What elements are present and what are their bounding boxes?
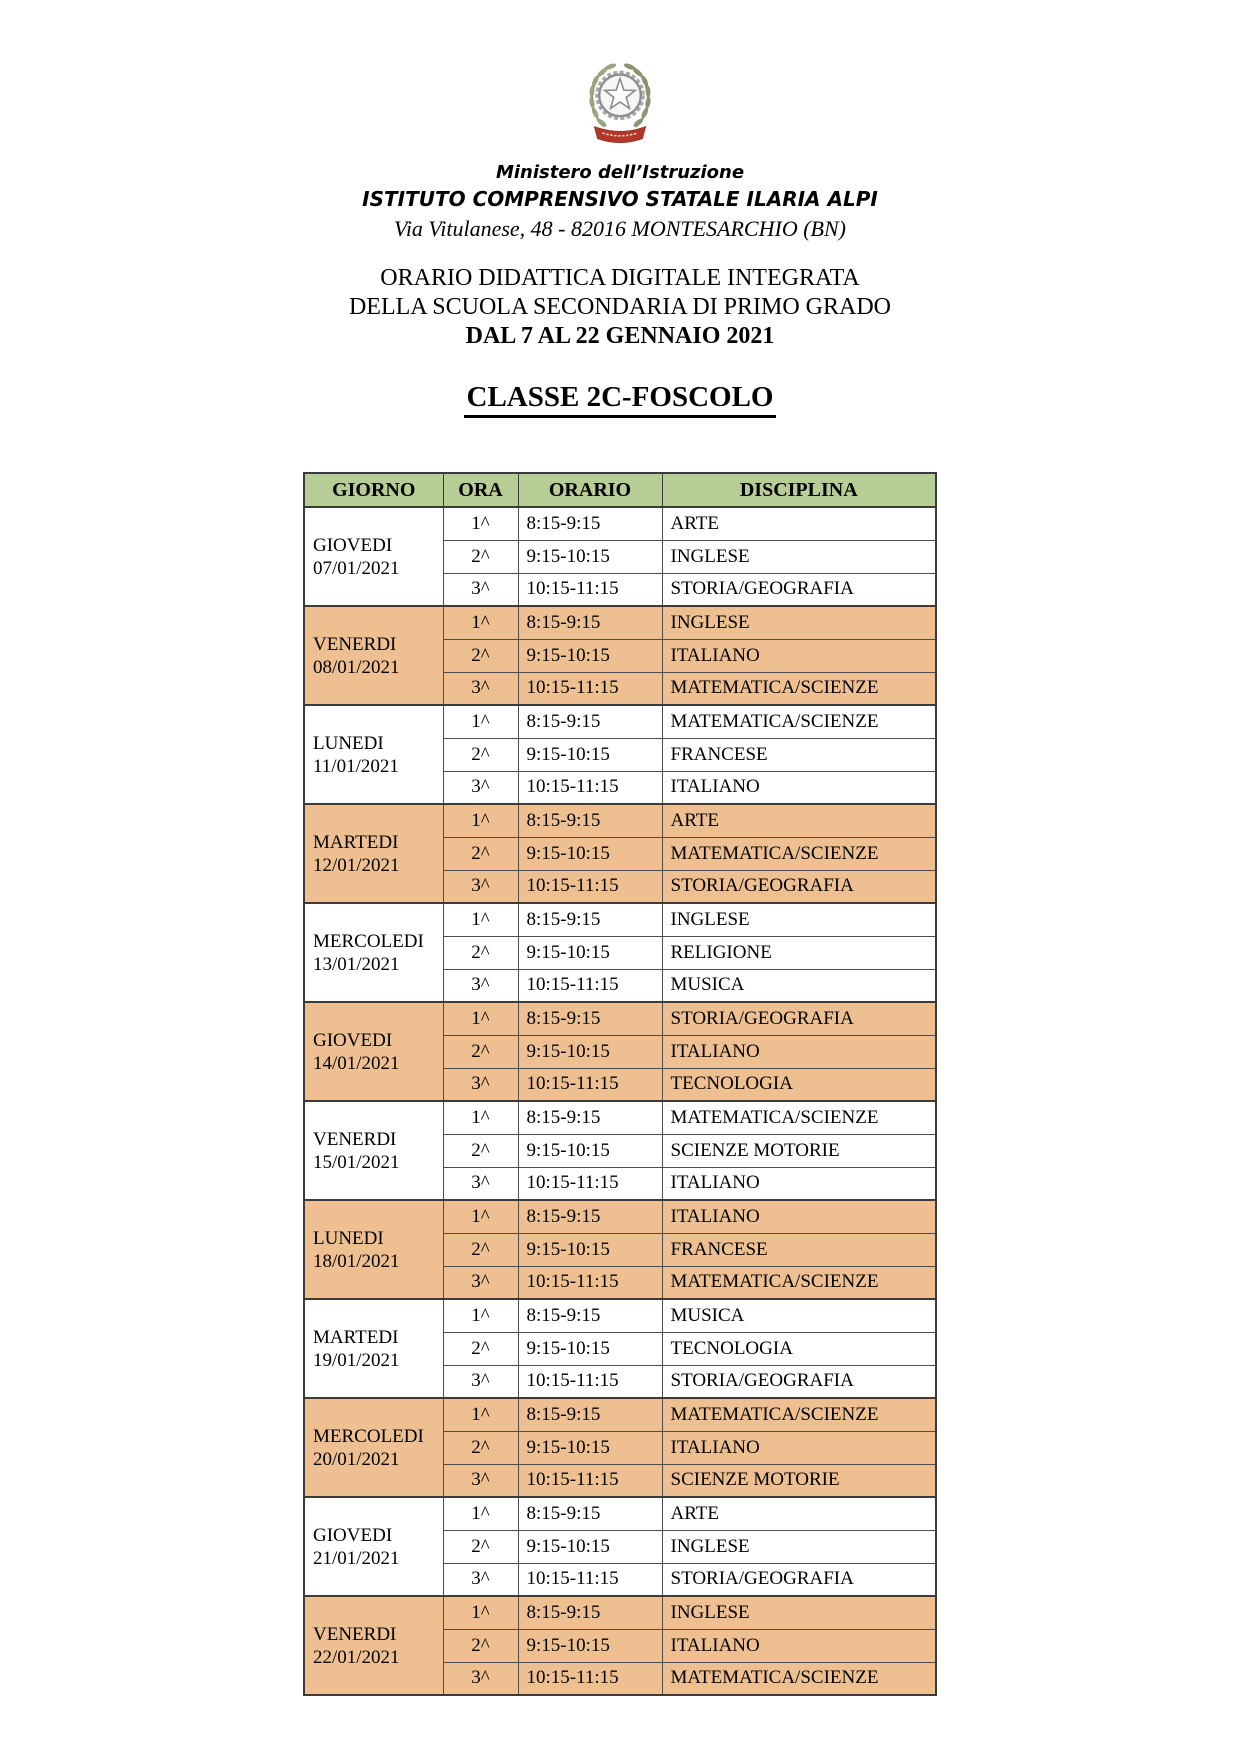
timetable-row [304,1101,936,1134]
timetable [303,472,937,1696]
timetable-header-row [304,473,936,507]
disciplina-cell: MUSICA [662,969,936,1002]
day-date: 20/01/2021 [313,1448,400,1470]
orario-cell: 10:15-11:15 [518,1464,662,1497]
timetable-row [304,903,936,936]
timetable-body [304,507,936,1695]
day-cell [304,804,443,903]
timetable-row [304,1596,936,1629]
ora-cell: 3^ [443,1167,518,1200]
timetable-row [304,804,936,837]
disciplina-cell: MATEMATICA/SCIENZE [662,672,936,705]
orario-cell: 10:15-11:15 [518,1167,662,1200]
day-date: 22/01/2021 [313,1646,400,1668]
ora-cell: 1^ [443,804,518,837]
ora-cell: 3^ [443,870,518,903]
day-date: 13/01/2021 [313,953,400,975]
orario-cell: 9:15-10:15 [518,1035,662,1068]
orario-cell: 9:15-10:15 [518,1233,662,1266]
timetable-row [304,1200,936,1233]
timetable-row [304,1299,936,1332]
document-title [0,264,1240,351]
orario-cell: 8:15-9:15 [518,1200,662,1233]
disciplina-cell: ARTE [662,804,936,837]
orario-cell: 10:15-11:15 [518,1365,662,1398]
timetable-row [304,1002,936,1035]
orario-cell: 9:15-10:15 [518,837,662,870]
disciplina-cell: INGLESE [662,540,936,573]
day-date: 19/01/2021 [313,1349,400,1371]
ora-cell: 2^ [443,837,518,870]
day-name: GIOVEDI [313,1029,393,1051]
day-date: 07/01/2021 [313,557,400,579]
day-name: VENERDI [313,1128,397,1150]
day-name: MARTEDI [313,831,399,853]
ora-cell: 2^ [443,936,518,969]
day-cell [304,1497,443,1596]
ora-cell: 3^ [443,1365,518,1398]
orario-cell: 9:15-10:15 [518,1134,662,1167]
orario-cell: 8:15-9:15 [518,606,662,639]
school-address: Via Vitulanese, 48 - 82016 MONTESARCHIO (BN) [394,216,846,241]
disciplina-cell: FRANCESE [662,1233,936,1266]
ora-cell: 3^ [443,1068,518,1101]
orario-cell: 8:15-9:15 [518,1596,662,1629]
class-title-text: CLASSE 2C-FOSCOLO [464,381,777,418]
column-header-giorno: GIORNO [304,473,443,507]
ora-cell: 2^ [443,1233,518,1266]
ora-cell: 3^ [443,672,518,705]
orario-cell: 10:15-11:15 [518,1563,662,1596]
disciplina-cell: TECNOLOGIA [662,1332,936,1365]
orario-cell: 9:15-10:15 [518,1530,662,1563]
orario-cell: 8:15-9:15 [518,804,662,837]
disciplina-cell: ITALIANO [662,1035,936,1068]
day-cell [304,705,443,804]
disciplina-cell: SCIENZE MOTORIE [662,1464,936,1497]
disciplina-cell: INGLESE [662,1596,936,1629]
orario-cell: 10:15-11:15 [518,870,662,903]
orario-cell: 8:15-9:15 [518,705,662,738]
ora-cell: 2^ [443,1332,518,1365]
disciplina-cell: MATEMATICA/SCIENZE [662,1266,936,1299]
day-cell [304,507,443,606]
disciplina-cell: ITALIANO [662,1629,936,1662]
ora-cell: 3^ [443,573,518,606]
orario-cell: 8:15-9:15 [518,1101,662,1134]
ora-cell: 1^ [443,606,518,639]
orario-cell: 8:15-9:15 [518,1299,662,1332]
ministry-line: Ministero dell’Istruzione [495,162,745,183]
document-title-line-3: DAL 7 AL 22 GENNAIO 2021 [465,323,775,349]
disciplina-cell: ARTE [662,1497,936,1530]
day-name: MERCOLEDI [313,930,424,952]
day-name: VENERDI [313,633,397,655]
disciplina-cell: INGLESE [662,1530,936,1563]
day-cell [304,1398,443,1497]
ora-cell: 1^ [443,1497,518,1530]
timetable-row [304,507,936,540]
ora-cell: 3^ [443,1662,518,1695]
disciplina-cell: MATEMATICA/SCIENZE [662,1398,936,1431]
day-date: 18/01/2021 [313,1250,400,1272]
ora-cell: 2^ [443,639,518,672]
day-name: LUNEDI [313,1227,384,1249]
day-name: VENERDI [313,1623,397,1645]
ora-cell: 3^ [443,1266,518,1299]
day-date: 11/01/2021 [313,755,399,777]
ora-cell: 1^ [443,705,518,738]
ora-cell: 1^ [443,1596,518,1629]
day-name: GIOVEDI [313,1524,393,1546]
disciplina-cell: ARTE [662,507,936,540]
day-name: MERCOLEDI [313,1425,424,1447]
ora-cell: 3^ [443,1464,518,1497]
orario-cell: 10:15-11:15 [518,1662,662,1695]
disciplina-cell: ITALIANO [662,1167,936,1200]
ora-cell: 2^ [443,1530,518,1563]
ora-cell: 1^ [443,1299,518,1332]
orario-cell: 10:15-11:15 [518,672,662,705]
disciplina-cell: ITALIANO [662,1431,936,1464]
orario-cell: 9:15-10:15 [518,1332,662,1365]
ora-cell: 1^ [443,1398,518,1431]
ora-cell: 2^ [443,738,518,771]
day-date: 08/01/2021 [313,656,400,678]
day-cell [304,606,443,705]
disciplina-cell: TECNOLOGIA [662,1068,936,1101]
class-title [0,381,1240,418]
orario-cell: 10:15-11:15 [518,1266,662,1299]
disciplina-cell: ITALIANO [662,639,936,672]
day-cell [304,1596,443,1695]
orario-cell: 8:15-9:15 [518,507,662,540]
ora-cell: 3^ [443,1563,518,1596]
day-name: GIOVEDI [313,534,393,556]
disciplina-cell: FRANCESE [662,738,936,771]
ora-cell: 1^ [443,1200,518,1233]
day-cell [304,1101,443,1200]
disciplina-cell: STORIA/GEOGRAFIA [662,573,936,606]
day-date: 21/01/2021 [313,1547,400,1569]
orario-cell: 9:15-10:15 [518,1629,662,1662]
day-cell [304,903,443,1002]
italian-republic-emblem-icon [580,56,660,146]
document-title-line-2: DELLA SCUOLA SECONDARIA DI PRIMO GRADO [348,294,892,320]
ora-cell: 2^ [443,1134,518,1167]
logo-container [0,0,1240,146]
ora-cell: 1^ [443,1002,518,1035]
orario-cell: 8:15-9:15 [518,1002,662,1035]
orario-cell: 10:15-11:15 [518,969,662,1002]
ora-cell: 3^ [443,969,518,1002]
column-header-ora: ORA [443,473,518,507]
ora-cell: 2^ [443,1629,518,1662]
orario-cell: 8:15-9:15 [518,1398,662,1431]
disciplina-cell: STORIA/GEOGRAFIA [662,870,936,903]
disciplina-cell: INGLESE [662,606,936,639]
day-cell [304,1002,443,1101]
disciplina-cell: ITALIANO [662,1200,936,1233]
document-title-line-1: ORARIO DIDATTICA DIGITALE INTEGRATA [380,265,860,291]
disciplina-cell: STORIA/GEOGRAFIA [662,1002,936,1035]
ora-cell: 1^ [443,507,518,540]
disciplina-cell: MATEMATICA/SCIENZE [662,705,936,738]
day-date: 15/01/2021 [313,1151,400,1173]
timetable-row [304,606,936,639]
timetable-row [304,1497,936,1530]
orario-cell: 10:15-11:15 [518,573,662,606]
disciplina-cell: STORIA/GEOGRAFIA [662,1365,936,1398]
ora-cell: 2^ [443,1035,518,1068]
orario-cell: 8:15-9:15 [518,1497,662,1530]
day-name: LUNEDI [313,732,384,754]
orario-cell: 9:15-10:15 [518,738,662,771]
orario-cell: 9:15-10:15 [518,540,662,573]
column-header-disciplina: DISCIPLINA [662,473,936,507]
orario-cell: 10:15-11:15 [518,771,662,804]
disciplina-cell: STORIA/GEOGRAFIA [662,1563,936,1596]
orario-cell: 8:15-9:15 [518,903,662,936]
day-date: 12/01/2021 [313,854,400,876]
ora-cell: 1^ [443,903,518,936]
orario-cell: 10:15-11:15 [518,1068,662,1101]
disciplina-cell: MATEMATICA/SCIENZE [662,1101,936,1134]
disciplina-cell: MATEMATICA/SCIENZE [662,837,936,870]
ora-cell: 1^ [443,1101,518,1134]
disciplina-cell: MUSICA [662,1299,936,1332]
disciplina-cell: SCIENZE MOTORIE [662,1134,936,1167]
school-name: ISTITUTO COMPRENSIVO STATALE ILARIA ALPI [362,187,878,211]
day-date: 14/01/2021 [313,1052,400,1074]
ora-cell: 2^ [443,1431,518,1464]
day-name: MARTEDI [313,1326,399,1348]
day-cell [304,1299,443,1398]
timetable-row [304,1398,936,1431]
column-header-orario: ORARIO [518,473,662,507]
disciplina-cell: INGLESE [662,903,936,936]
disciplina-cell: RELIGIONE [662,936,936,969]
orario-cell: 9:15-10:15 [518,1431,662,1464]
disciplina-cell: ITALIANO [662,771,936,804]
day-cell [304,1200,443,1299]
orario-cell: 9:15-10:15 [518,639,662,672]
timetable-row [304,705,936,738]
orario-cell: 9:15-10:15 [518,936,662,969]
disciplina-cell: MATEMATICA/SCIENZE [662,1662,936,1695]
ora-cell: 3^ [443,771,518,804]
ora-cell: 2^ [443,540,518,573]
